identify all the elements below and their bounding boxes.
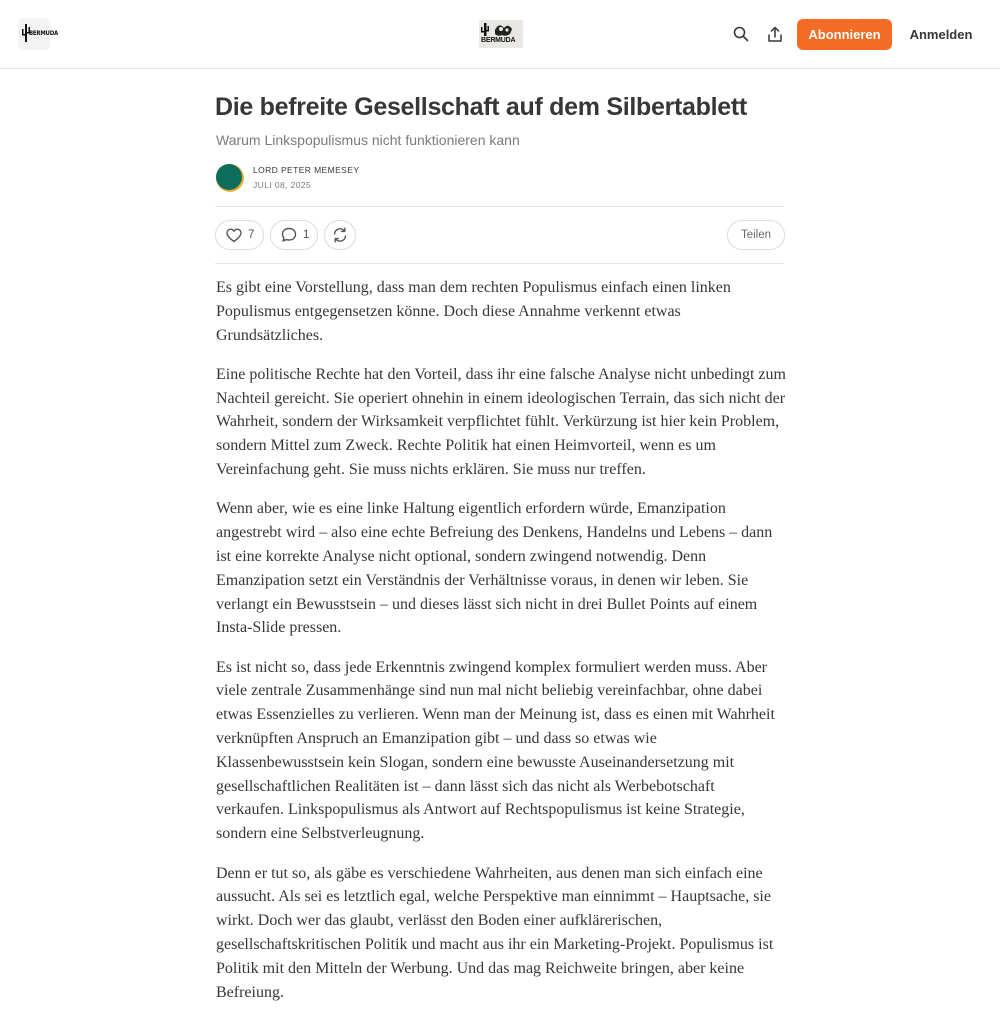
like-count: 7 bbox=[248, 229, 255, 241]
comment-count: 1 bbox=[303, 229, 310, 241]
paragraph: Eine politische Rechte hat den Vorteil, dass ihr eine falsche Analyse nicht unbedingt zum Nachteil gereicht. Sie operiert ohnehin in einem ideologischen Terrain, das sich nicht der Wahrheit, sondern der Wirksamkeit verpflichtet fühlt. Verkürzung ist hier kein Problem, sondern Mittel zum Zweck. Rechte Politik hat einen Heimvorteil, wenn es um Vereinfachung geht. Sie muss nichts erklären. Sie muss nur treffen. bbox=[216, 365, 786, 479]
author-name[interactable]: LORD PETER MEMESEY bbox=[253, 165, 360, 175]
share-icon bbox=[767, 26, 783, 43]
paragraph: Wenn aber, wie es eine linke Haltung eigentlich erfordern würde, Emanzipation angestrebt wird – also eine echte Befreiung des Denkens, Handelns und Lebens – dann ist eine korrekte Analyse nicht optional, sondern zwingend notwendig. Denn Emanzipation setzt ein Verständnis der Verhältnisse voraus, in denen wir leben. Sie verlangt ein Bewusstsein – und dieses lässt sich nicht in drei Bullet Points auf einem Insta-Slide pressen. bbox=[216, 500, 773, 637]
login-button[interactable]: Anmelden bbox=[903, 19, 979, 50]
search-icon bbox=[733, 26, 749, 42]
paragraph: Es gibt eine Vorstellung, dass man dem rechten Populismus einfach einen linken Populismus entgegensetzen könne. Doch diese Annahme verkennt etwas Grundsätzliches. bbox=[216, 279, 731, 344]
avatar-image bbox=[216, 164, 242, 190]
article-title: Die befreite Gesellschaft auf dem Silbertablett bbox=[215, 93, 747, 121]
author-avatar[interactable] bbox=[216, 164, 244, 192]
heart-icon bbox=[226, 228, 242, 243]
restack-icon bbox=[332, 227, 348, 243]
publication-logo-small[interactable] bbox=[18, 18, 58, 50]
paragraph: Es ist nicht so, dass jede Erkenntnis zwingend komplex formuliert werden muss. Aber viele zentrale Zusammenhänge sind nun mal nicht beliebig vereinfachbar, ohne dabei etwas Essenzielles zu verlieren. Wenn man der Meinung ist, dass es einen mit Wahrheit verknüpften Anspruch an Emanzipation gibt – und dass so etwas wie Klassenbewusstsein kein Slogan, sondern eine bewusste Auseinandersetzung mit gesellschaftlichen Realitäten ist – dann lässt sich das nicht als Werbebotschaft verkaufen. Linkspopulismus als Antwort auf Rechtspopulismus ist keine Strategie, sondern eine Selbstverleugnung. bbox=[216, 658, 775, 843]
share-button[interactable] bbox=[763, 22, 787, 46]
divider-top bbox=[215, 206, 784, 207]
divider-bottom bbox=[215, 263, 784, 264]
post-date: JULI 08, 2025 bbox=[253, 180, 312, 190]
article-subtitle: Warum Linkspopulismus nicht funktionieren kann bbox=[216, 132, 520, 148]
subscribe-button[interactable]: Abonnieren bbox=[797, 19, 892, 50]
logo-small-text: BERMUDA bbox=[29, 30, 58, 37]
logo-center-text: BERMUDA bbox=[481, 37, 516, 44]
comment-icon bbox=[281, 227, 297, 243]
comment-button[interactable] bbox=[270, 220, 318, 250]
teilen-button[interactable]: Teilen bbox=[727, 220, 785, 250]
restack-button[interactable] bbox=[324, 220, 356, 250]
search-button[interactable] bbox=[729, 22, 753, 46]
article-body bbox=[216, 276, 786, 1020]
paragraph: Denn er tut so, als gäbe es verschiedene Wahrheiten, aus denen man sich einfach eine aussucht. Als sei es letztlich egal, welche Perspektive man einnimmt – Hauptsache, sie wirkt. Doch wer das glaubt, verlässt den Boden einer aufklärerischen, gesellschaftskritischen Politik und macht aus ihr ein Marketing-Projekt. Populismus ist Politik mit den Mitteln der Werbung. Und das mag Reichweite bringen, aber keine Befreiung. bbox=[216, 864, 774, 1001]
top-bar bbox=[0, 0, 1000, 69]
publication-logo[interactable] bbox=[479, 20, 523, 48]
like-button[interactable] bbox=[215, 220, 264, 250]
